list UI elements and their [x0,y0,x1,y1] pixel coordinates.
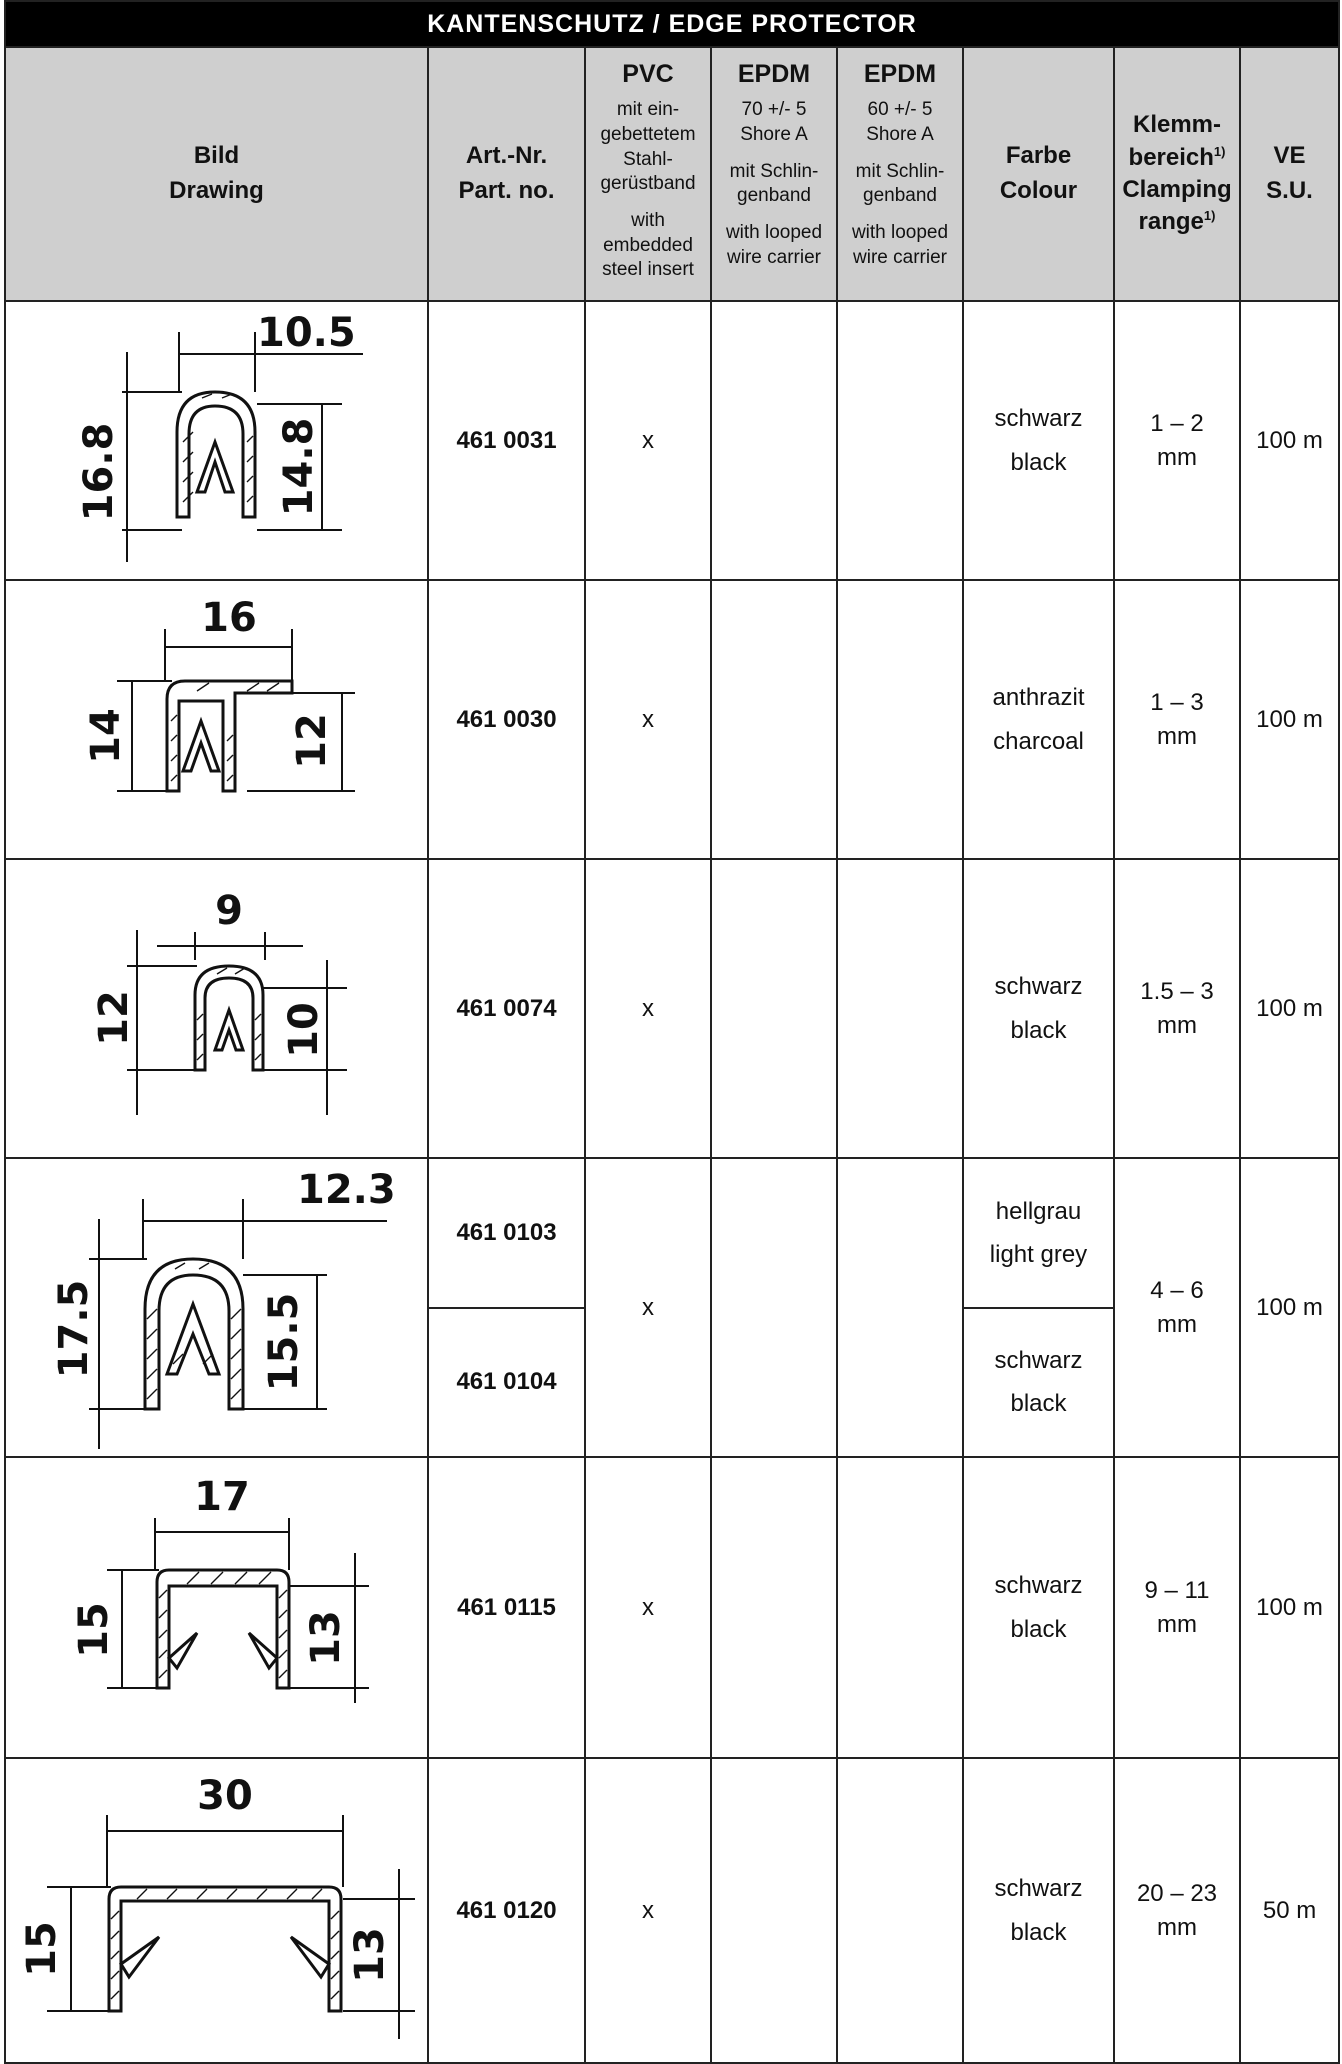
dim-width-6: 30 [196,1773,253,1819]
epdm70-cell-5 [711,1457,837,1758]
profile-diagram-1 [7,302,427,574]
edge-protector-table [4,0,1340,2064]
profile-diagram-4 [7,1159,427,1451]
profile-diagram-3 [7,860,427,1152]
clamp-range-5: 9 – 11 mm [1114,1457,1240,1758]
profile-drawing-1 [5,301,428,580]
clamp-range-1: 1 – 2 mm [1114,301,1240,580]
colour-6: schwarz black [963,1758,1114,2063]
profile-drawing-3 [5,859,428,1158]
colour-2: anthrazit charcoal [963,580,1114,859]
profile-drawing-5 [5,1457,428,1758]
header-part-no: Art.-Nr. Part. no. [428,47,585,301]
dim-height-4: 17.5 [50,1279,97,1379]
epdm70-cell-3 [711,859,837,1158]
su-2: 100 m [1240,580,1339,859]
table-row [5,580,1339,859]
part-no-6: 461 0120 [428,1758,585,2063]
table-row [5,1457,1339,1758]
colour-4b: schwarz black [963,1308,1114,1458]
su-6: 50 m [1240,1758,1339,2063]
header-epdm-70: EPDM 70 +/- 5 Shore A mit Schlin- genband with looped wire carrier [711,47,837,301]
part-no-2: 461 0030 [428,580,585,859]
colour-4a: hellgrau light grey [963,1158,1114,1308]
header-epdm-60: EPDM 60 +/- 5 Shore A mit Schlin- genband with looped wire carrier [837,47,963,301]
dim-inner-2: 12 [288,713,335,769]
header-drawing: Bild Drawing [5,47,428,301]
su-5: 100 m [1240,1457,1339,1758]
pvc-mark-5: x [585,1457,711,1758]
dim-inner-4: 15.5 [260,1292,307,1392]
dim-inner-1: 14.8 [275,417,322,517]
clamp-range-6: 20 – 23 mm [1114,1758,1240,2063]
su-3: 100 m [1240,859,1339,1158]
epdm60-cell-3 [837,859,963,1158]
dim-height-1: 16.8 [75,422,122,522]
profile-drawing-4 [5,1158,428,1457]
epdm70-cell-6 [711,1758,837,2063]
dim-inner-3: 10 [280,1002,327,1058]
profile-diagram-5 [7,1458,427,1752]
profile-diagram-2 [7,581,427,853]
epdm60-cell-5 [837,1457,963,1758]
su-4: 100 m [1240,1158,1339,1457]
part-no-1: 461 0031 [428,301,585,580]
profile-drawing-2 [5,580,428,859]
su-1: 100 m [1240,301,1339,580]
epdm60-cell-6 [837,1758,963,2063]
pvc-mark-6: x [585,1758,711,2063]
colour-1: schwarz black [963,301,1114,580]
table-row [5,1158,1339,1308]
header-pvc: PVC mit ein- gebettetem Stahl- gerüstband with embedded steel insert [585,47,711,301]
dim-width-1: 10.5 [256,310,356,356]
pvc-mark-2: x [585,580,711,859]
clamp-range-3: 1.5 – 3 mm [1114,859,1240,1158]
part-no-5: 461 0115 [428,1457,585,1758]
dim-height-2: 14 [82,708,129,764]
dim-width-2: 16 [200,595,257,641]
dim-inner-5: 13 [302,1610,349,1666]
profile-diagram-6 [7,1759,427,2057]
epdm70-cell-4 [711,1158,837,1457]
header-su: VE S.U. [1240,47,1339,301]
part-no-4a: 461 0103 [428,1158,585,1308]
table-title: KANTENSCHUTZ / EDGE PROTECTOR [5,1,1339,47]
dim-inner-6: 13 [346,1927,393,1983]
table-row [5,859,1339,1158]
header-clamping-range: Klemm- bereich$^{1)}$ Clamping range$^{1)}$ [1114,47,1240,301]
dim-height-3: 12 [90,990,137,1046]
part-no-3: 461 0074 [428,859,585,1158]
dim-height-5: 15 [70,1602,117,1658]
table-row [5,301,1339,580]
pvc-mark-3: x [585,859,711,1158]
part-no-4b: 461 0104 [428,1308,585,1458]
epdm70-cell-1 [711,301,837,580]
clamp-range-2: 1 – 3 mm [1114,580,1240,859]
dim-width-5: 17 [193,1474,250,1520]
pvc-mark-1: x [585,301,711,580]
epdm60-cell-2 [837,580,963,859]
epdm60-cell-1 [837,301,963,580]
epdm60-cell-4 [837,1158,963,1457]
table-row [5,1758,1339,2063]
epdm70-cell-2 [711,580,837,859]
header-colour: Farbe Colour [963,47,1114,301]
clamp-range-4: 4 – 6 mm [1114,1158,1240,1457]
colour-5: schwarz black [963,1457,1114,1758]
colour-3: schwarz black [963,859,1114,1158]
dim-width-4: 12.3 [296,1167,396,1213]
profile-drawing-6 [5,1758,428,2063]
dim-width-3: 9 [214,888,243,934]
pvc-mark-4: x [585,1158,711,1457]
dim-height-6: 15 [18,1921,65,1977]
